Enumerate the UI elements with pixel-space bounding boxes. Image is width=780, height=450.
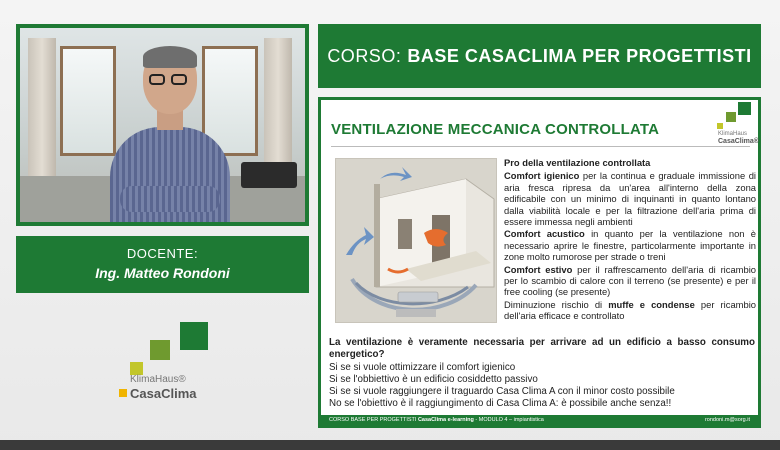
presenter-hair [143,46,197,68]
logo-brand-top: KlimaHaus® [130,374,186,385]
pro-item: Comfort estivo per il raffrescamento dell'aria di ricambio per lo scambio di calore con il terreno (se presente) e per il free cooling (se presente) [504,263,756,298]
footer-right: rondoni.m@sorg.it [704,417,750,423]
pro-text-block [504,157,756,323]
logo-square-icon [726,112,736,122]
pro-item: Comfort igienico per la continua e graduale immissione di aria fresca ripresa da un'area all'interno della zona edificabile con un minimo di inquinanti in quanto lontano dalla viabilità locale e per la filtrazione dell'aria prima di essere immessa negli ambienti [504,170,756,228]
sofa-decoration [241,162,297,188]
ventilation-diagram [335,158,497,323]
course-banner [318,24,761,88]
logo-square-icon [717,123,723,129]
glasses-icon [149,74,191,86]
house-ventilation-illustration [336,159,496,322]
player-bottom-bar [0,440,780,450]
logo-brand-bottom: CasaClima [130,386,197,401]
slide-title: VENTILAZIONE MECCANICA CONTROLLATA [331,121,660,138]
teacher-box [16,236,309,293]
logo-square-icon [180,322,208,350]
slide-divider [331,146,750,147]
course-title: BASE CASACLIMA PER PROGETTISTI [407,45,752,66]
pro-item: Diminuzione rischio di muffe e condense per ricambio dell'aria efficace e controllato [504,298,756,322]
casaclima-logo [112,322,222,412]
presenter-video[interactable] [16,24,309,226]
answer-line: Si se l'obbiettivo è un edificio cosiddetto passivo [329,374,538,385]
slide-logo [706,102,759,146]
answer-line: Si se si vuole ottimizzare il comfort igienico [329,362,516,373]
logo-square-icon [150,340,170,360]
presenter-arms [120,186,220,212]
slide-panel [318,97,761,428]
teacher-name: Ing. Matteo Rondoni [95,265,230,281]
answer-line: Si se si vuole raggiungere il traguardo Casa Clima A con il minor costo possibile [329,386,675,397]
curtain-decoration [28,38,56,188]
question-block [329,337,755,410]
footer-left: CORSO BASE PER PROGETTISTI CasaClima e-learning - MODULO 4 – impiantistica [329,417,544,423]
logo-square-icon [738,102,751,115]
question-text: La ventilazione è veramente necessaria per arrivare ad un edificio a basso consumo energetico? [329,337,755,360]
slide-logo-bottom: CasaClima® [718,138,759,145]
logo-dot-icon [119,389,127,397]
slide-footer [321,415,758,425]
course-prefix: CORSO: [327,45,402,66]
teacher-label: DOCENTE: [126,246,199,261]
slide-logo-top: KlimaHaus [718,131,748,137]
presenter-scene [20,28,305,222]
pro-heading: Pro della ventilazione controllata [504,157,651,168]
window-decoration [60,46,116,156]
answer-line: No se l'obiettivo è il raggiungimento di Casa Clima A: è possibile anche senza!! [329,398,672,409]
pro-item: Comfort acustico in quanto per la ventilazione non è necessario aprire le finestre, particolarmente importante in zone molto rumorose per strade o treni [504,228,756,263]
